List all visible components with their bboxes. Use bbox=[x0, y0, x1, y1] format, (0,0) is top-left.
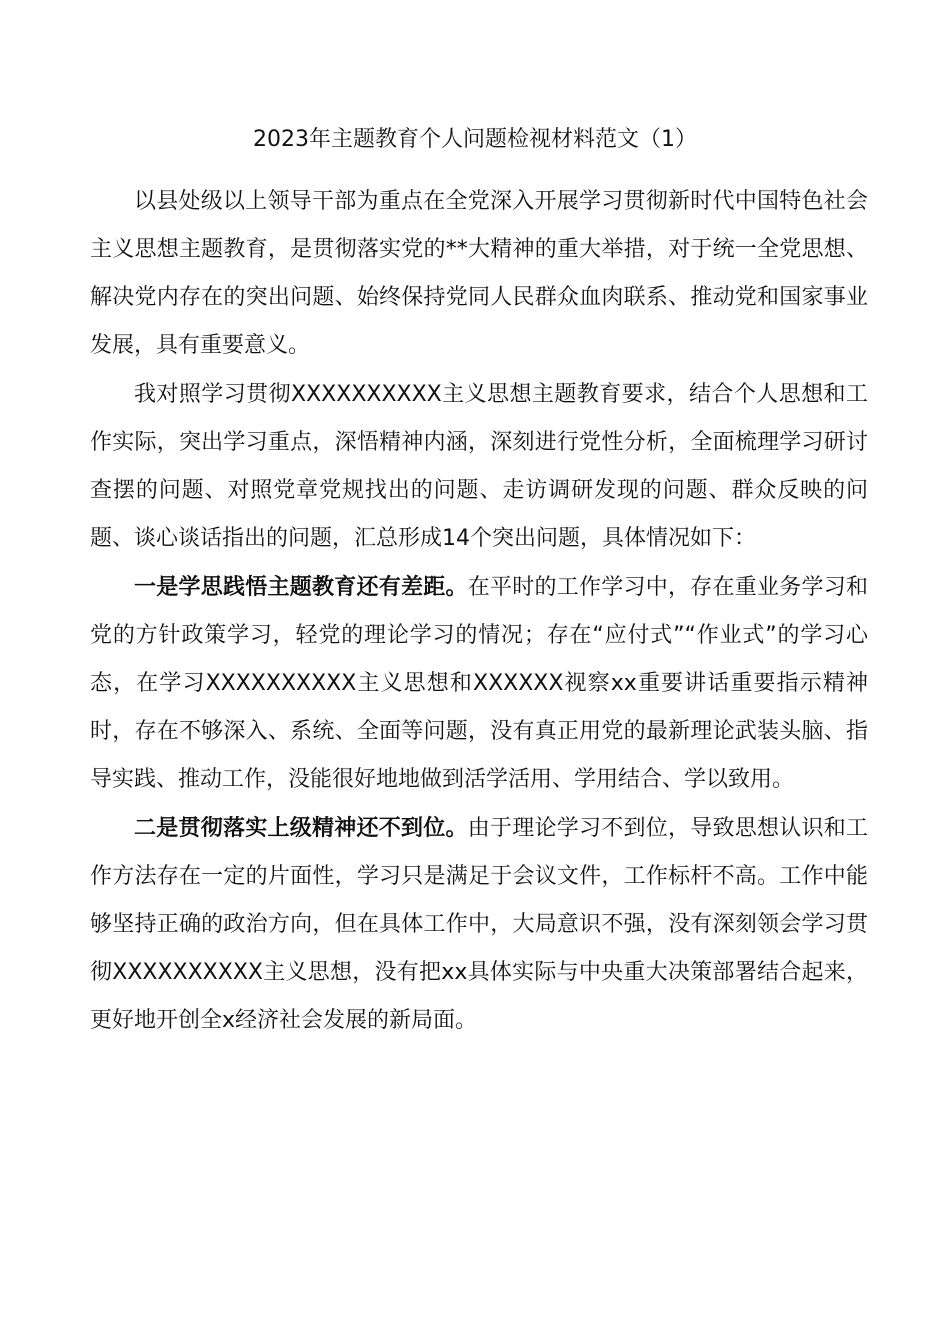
issue-two-heading: 二是贯彻落实上级精神还不到位。 bbox=[134, 816, 468, 841]
issue-one-heading: 一是学思践悟主题教育还有差距。 bbox=[134, 575, 468, 600]
paragraph-issue-one bbox=[90, 564, 868, 804]
paragraph-intro-text: 以县处级以上领导干部为重点在全党深入开展学习贯彻新时代中国特色社会主义思想主题教育，是贯彻落实党的**大精神的重大举措，对于统一全党思想、解决党内存在的突出问题、始终保持党同人民群众血肉联系、推动党和国家事业发展，具有重要意义。 bbox=[90, 189, 868, 358]
paragraph-intro bbox=[90, 178, 868, 370]
document-body bbox=[90, 178, 868, 1045]
paragraph-overview-text: 我对照学习贯彻XXXXXXXXXX主义思想主题教育要求，结合个人思想和工作实际，突出学习重点，深悟精神内涵，深刻进行党性分析，全面梳理学习研讨查摆的问题、对照党章党规找出的问题、走访调研发现的问题、群众反映的问题、谈心谈话指出的问题，汇总形成14个突出问题，具体情况如下： bbox=[90, 382, 868, 551]
document-title: 2023年主题教育个人问题检视材料范文（1） bbox=[253, 127, 697, 152]
paragraph-issue-two bbox=[90, 805, 868, 1045]
issue-two-text: 由于理论学习不到位，导致思想认识和工作方法存在一定的片面性，学习只是满足于会议文件，工作标杆不高。工作中能够坚持正确的政治方向，但在具体工作中，大局意识不强，没有深刻领会学习贯彻XXXXXXXXXX主义思想，没有把xx具体实际与中央重大决策部署结合起来，更好地开创全x经济社会发展的新局面。 bbox=[90, 816, 868, 1033]
paragraph-overview bbox=[90, 371, 868, 563]
issue-one-text: 在平时的工作学习中，存在重业务学习和党的方针政策学习，轻党的理论学习的情况；存在“应付式”“作业式”的学习心态，在学习XXXXXXXXXX主义思想和XXXXXX视察xx重要讲话重要指示精神时，存在不够深入、系统、全面等问题，没有真正用党的最新理论武装头脑、指导实践、推动工作，没能很好地地做到活学活用、学用结合、学以致用。 bbox=[90, 575, 868, 792]
